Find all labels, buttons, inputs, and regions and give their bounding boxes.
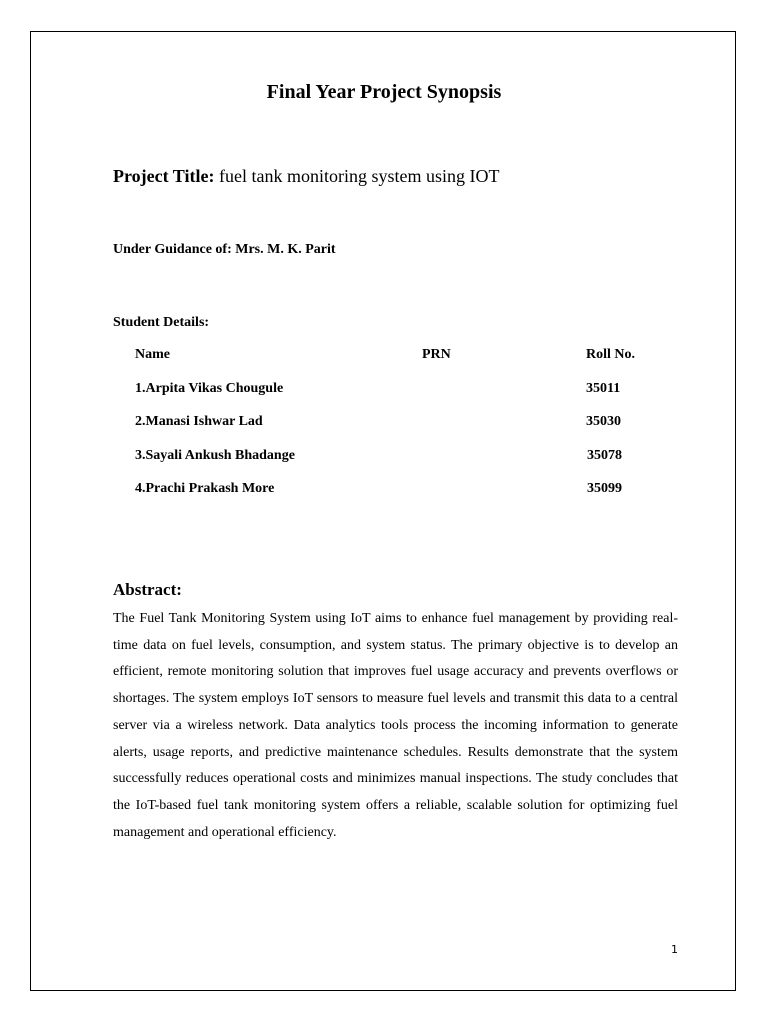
guidance-line: Under Guidance of: Mrs. M. K. Parit bbox=[113, 242, 336, 257]
student-name: 2.Manasi Ishwar Lad bbox=[135, 414, 263, 429]
project-title-value: fuel tank monitoring system using IOT bbox=[218, 166, 500, 186]
student-details-label: Student Details: bbox=[113, 315, 210, 330]
header-prn: PRN bbox=[422, 347, 451, 362]
header-name: Name bbox=[135, 347, 170, 362]
project-title-label: Project Title: bbox=[113, 166, 215, 186]
student-row bbox=[135, 447, 655, 481]
student-roll-no: 35099 bbox=[587, 481, 622, 496]
header-roll-no: Roll No. bbox=[586, 347, 635, 362]
project-title-line bbox=[113, 165, 499, 187]
abstract-heading: Abstract: bbox=[113, 580, 182, 599]
students-table bbox=[135, 346, 655, 514]
student-name: 1.Arpita Vikas Chougule bbox=[135, 380, 284, 396]
student-roll-no: 35011 bbox=[586, 380, 621, 396]
abstract-body: The Fuel Tank Monitoring System using IoT aims to enhance fuel management by providing real-time data on fuel levels, consumption, and system status. The primary objective is to develop an efficient, remote monitoring solution that improves fuel usage accuracy and prevents overflows or shortages. The system employs IoT sensors to measure fuel levels and transmit this data to a central server via a wireless network. Data analytics tools process the incoming information to generate alerts, usage reports, and predictive maintenance schedules. Results demonstrate that the system successfully reduces operational costs and minimizes manual inspections. The study concludes that the IoT-based fuel tank monitoring system offers a reliable, scalable solution for optimizing fuel management and operational efficiency. bbox=[113, 611, 678, 840]
student-row bbox=[135, 480, 655, 514]
student-roll-no: 35030 bbox=[586, 414, 621, 429]
students-table-header bbox=[135, 346, 655, 380]
student-name: 4.Prachi Prakash More bbox=[135, 481, 275, 496]
student-row bbox=[135, 380, 655, 414]
page-number: 1 bbox=[671, 943, 678, 956]
student-row bbox=[135, 413, 655, 447]
student-name: 3.Sayali Ankush Bhadange bbox=[135, 447, 295, 463]
student-roll-no: 35078 bbox=[587, 447, 622, 463]
document-title: Final Year Project Synopsis bbox=[266, 81, 502, 103]
